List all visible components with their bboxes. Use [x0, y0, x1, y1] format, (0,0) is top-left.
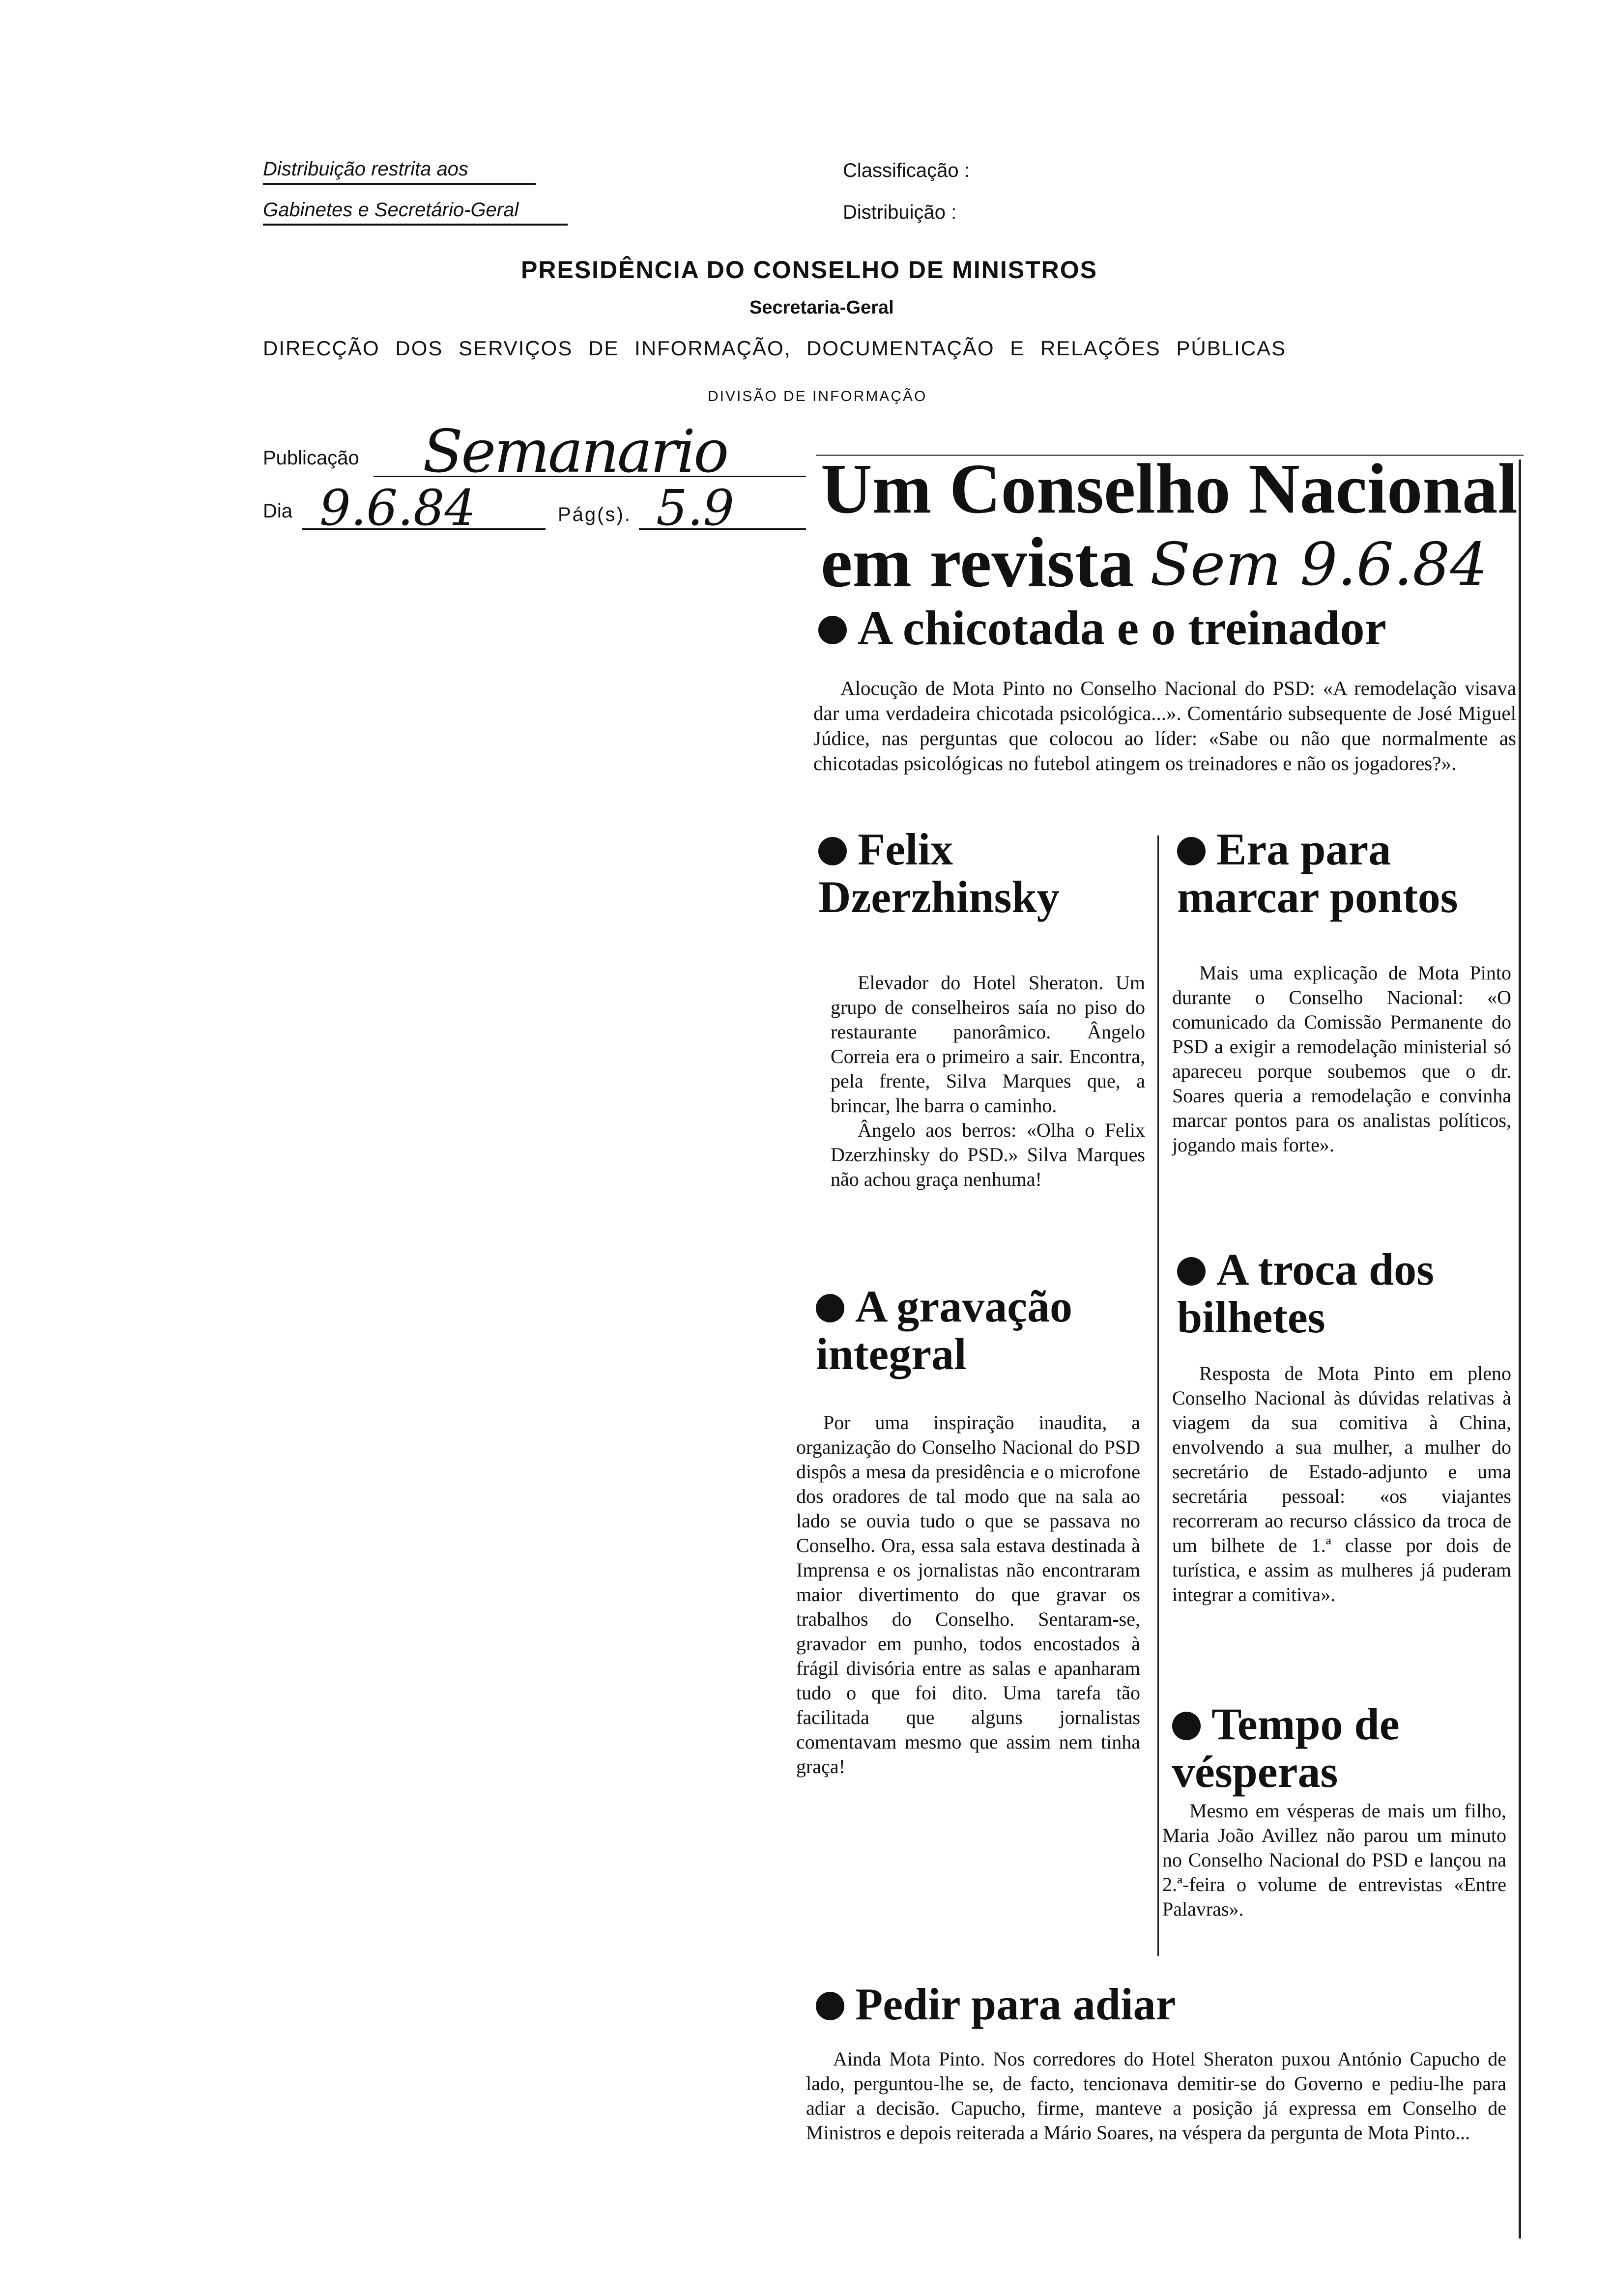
section-body: Mais uma explicação de Mota Pinto durante o Conselho Nacional: «O comunicado da Comissão Permanente do PSD a exigir a remodelação ministerial só apareceu porque soubemos que o dr. Soares queria a remodelação e convinha marcar pontos para os analistas políticos, jogando mais forte».: [1172, 962, 1511, 1156]
article-title: Um Conselho Nacional em revista: [821, 450, 1518, 602]
section-heading: Pedir para adiar: [816, 1980, 1504, 2028]
publicacao-label: Publicação: [263, 447, 359, 469]
section-body: Alocução de Mota Pinto no Conselho Nacional do PSD: «A remodelação visava dar uma verdadeira chicotada psicológica...». Comentário subsequente de José Miguel Júdice, nas perguntas que colocou ao líder: «Sabe ou não que normalmente as chicotadas psicológicas no futebol atingem os treinadores e não os jogadores?».: [813, 677, 1516, 775]
handwritten-date-annotation: Sem 9.6.84: [1150, 531, 1488, 599]
section-body: Ainda Mota Pinto. Nos corredores do Hotel Sheraton puxou António Capucho de lado, perguntou-lhe se, de facto, tencionava demitir-se do Governo e pediu-lhe para adiar a decisão. Capucho, firme, manteve a posição já expressa em Conselho de Ministros e depois reiterada a Mário Soares, na véspera da pergunta de Mota Pinto...: [806, 2048, 1506, 2144]
distribution-label: Distribuição :: [843, 201, 957, 223]
section-heading: Felix Dzerzhinsky: [818, 824, 1060, 922]
bullet-icon: [816, 1992, 844, 2020]
clipping-right-edge: [1519, 459, 1521, 2239]
bullet-icon: [818, 616, 847, 644]
section-body: Elevador do Hotel Sheraton. Um grupo de conselheiros saía no piso do restaurante panorâmico. Ângelo Correia era o primeiro a sair. Encontra, pela frente, Silva Marques que, a brincar, lhe barra o caminho. Ângelo aos berros: «Olha o Felix Dzerzhinsky do PSD.» Silva Marques não achou graça nenhuma!: [831, 972, 1145, 1190]
classification-label: Classificação :: [843, 160, 970, 181]
distribution-restriction-line2: Gabinetes e Secretário-Geral: [263, 199, 519, 221]
bullet-icon: [816, 1294, 844, 1322]
section-heading: Era para marcar pontos: [1177, 824, 1458, 922]
presidencia-heading: PRESIDÊNCIA DO CONSELHO DE MINISTROS: [521, 256, 1098, 284]
pagina-label: Pág(s).: [558, 504, 632, 525]
divisao-heading: DIVISÃO DE INFORMAÇÃO: [708, 388, 927, 404]
divider: [263, 183, 536, 185]
direccao-heading: DIRECÇÃO DOS SERVIÇOS DE INFORMAÇÃO, DOCUMENTAÇÃO E RELAÇÕES PÚBLICAS: [263, 337, 1287, 360]
dia-label: Dia: [263, 500, 293, 522]
divider: [263, 224, 568, 226]
bullet-icon: [1177, 837, 1206, 865]
section-body: Mesmo em vésperas de mais um filho, Maria João Avillez não parou um minuto no Conselho Nacional do PSD e lançou na 2.ª-feira o volume de entrevistas «Entre Palavras».: [1162, 1800, 1506, 1920]
section-body: Resposta de Mota Pinto em pleno Conselho Nacional às dúvidas relativas à viagem da sua comitiva à China, envolvendo a sua mulher, a mulher do secretário de Estado-adjunto e uma secretária pessoal: «os viajantes recorreram ao recurso clássico da troca de um bilhete de 1.ª classe por dois de turística, e assim as mulheres já puderam integrar a comitiva».: [1172, 1362, 1511, 1606]
distribution-restriction-line1: Distribuição restrita aos: [263, 158, 468, 180]
column-divider: [1157, 835, 1159, 1956]
section-heading: A troca dos bilhetes: [1177, 1244, 1434, 1342]
bullet-icon: [1172, 1712, 1201, 1740]
bullet-icon: [1177, 1257, 1206, 1286]
dia-handwritten-value: 9.6.84: [319, 479, 476, 537]
publicacao-handwritten-value: Semanario: [423, 418, 727, 486]
section-body: Por uma inspiração inaudita, a organização do Conselho Nacional do PSD dispôs a mesa da presidência e o microfone dos oradores de tal modo que na sala ao lado se ouvia tudo o que se passava no Conselho. Ora, essa sala estava destinada à Imprensa e os jornalistas não encontraram maior divertimento do que gravar os trabalhos do Conselho. Sentaram-se, gravador em punho, todos encostados à frágil divisória entre as salas e apanharam tudo o que foi dito. Uma tarefa tão facilitada que alguns jornalistas comentavam mesmo que assim nem tinha graça!: [796, 1411, 1140, 1778]
pagina-handwritten-value: 5.9: [656, 479, 735, 537]
section-heading: A gravação integral: [816, 1281, 1073, 1379]
secretaria-heading: Secretaria-Geral: [749, 297, 894, 318]
section-heading: A chicotada e o treinador: [818, 602, 1516, 654]
bullet-icon: [818, 837, 847, 865]
section-heading: Tempo de vésperas: [1172, 1699, 1400, 1797]
